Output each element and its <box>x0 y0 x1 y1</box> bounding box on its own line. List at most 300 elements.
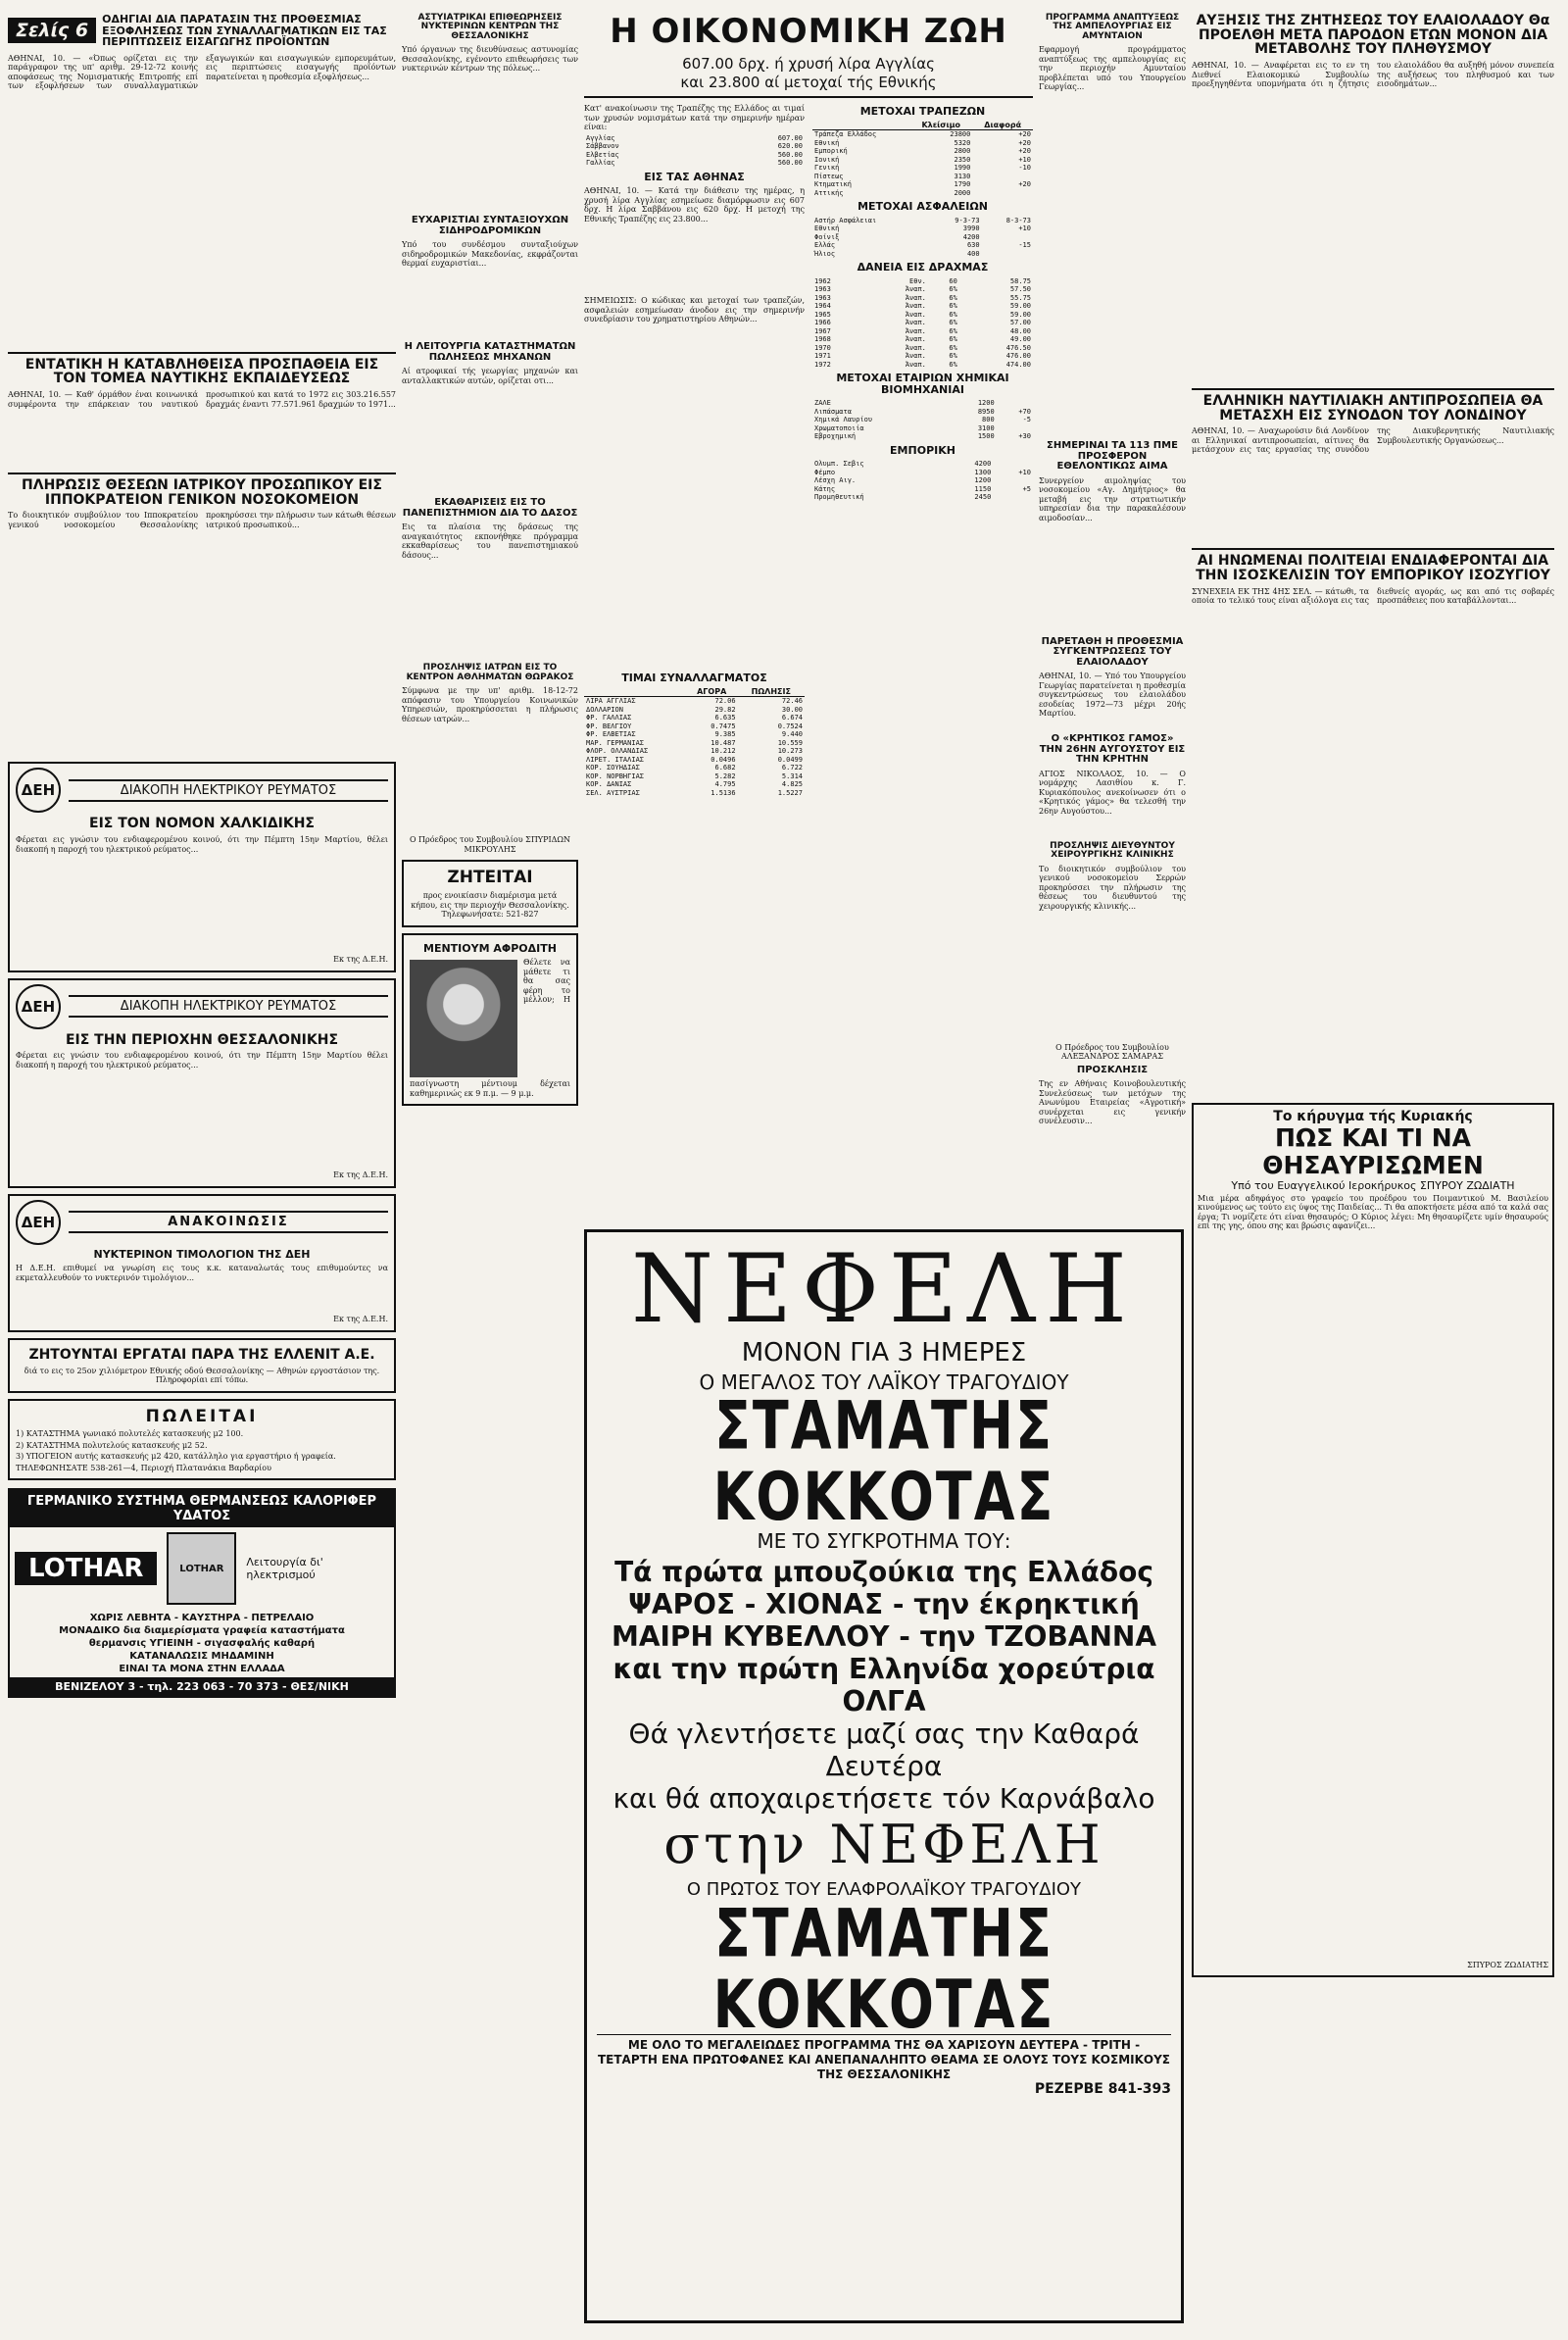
notice-signature: Εκ της Δ.Ε.Η. <box>333 955 388 965</box>
section-subtitle: 607.00 δρχ. ή χρυσή λίρα Αγγλίας <box>682 55 935 73</box>
table-title: ΤΙΜΑΙ ΣΥΝΑΛΛΑΓΜΑΤΟΣ <box>621 672 767 685</box>
article-title: ΕΙΣ ΤΑΣ ΑΘΗΝΑΣ <box>644 170 745 183</box>
article-body: ΣΗΜΕΙΩΣΙΣ: Ο κώδικας και μετοχαί των τραπεζών, ασφαλειών εσημείωσαν άνοδον εις την σημερινήν συνεδρίασιν του χρηματιστηρίου Αθηνών... <box>584 296 805 324</box>
section-subtitle: και 23.800 αί μετοχαί τής Εθνικής <box>680 74 937 91</box>
table-cell: 0.7524 <box>777 722 803 730</box>
table-row <box>812 319 1033 327</box>
table-cell: 1970 <box>814 343 831 352</box>
table-row <box>584 789 805 798</box>
table-cell: 2000 <box>954 188 971 197</box>
table-cell: ΚΟΡ. ΝΟΡΒΗΓΙΑΣ <box>586 772 645 780</box>
table-cell: 6.635 <box>714 714 736 722</box>
table-cell: +5 <box>1022 484 1031 493</box>
notice-signature: Εκ της Δ.Ε.Η. <box>333 1170 388 1180</box>
article-title: ΕΝΤΑΤΙΚΗ Η ΚΑΤΑΒΛΗΘΕΙΣΑ ΠΡΟΣΠΑΘΕΙΑ ΕΙΣ ΤΟΝ ΤΟΜΕΑ ΝΑΥΤΙΚΗΣ ΕΚΠΑΙΔΕΥΣΕΩΣ <box>24 356 379 387</box>
ad-line: θερμανσις ΥΓΙΕΙΝΗ - σιγασφαλής καθαρή <box>88 1638 316 1650</box>
table-cell: 72.06 <box>714 697 736 706</box>
table-row <box>584 714 805 722</box>
article-body: Κατ' ανακοίνωσιν της Τραπέζης της Ελλάδος αι τιμαί των χρυσών νομισμάτων κατά την σημερινήν ημέραν είναι: <box>584 104 805 131</box>
table-cell: 6% <box>949 319 957 327</box>
table-cell: 48.00 <box>1009 326 1031 335</box>
table-cell: +10 <box>1018 468 1031 476</box>
table-cell: 1200 <box>974 476 992 485</box>
column-5 <box>1192 10 1554 2333</box>
article-body: Το διοικητικόν συμβούλιον του Ιπποκρατείου γενικού νοσοκομείου Θεσσαλονίκης προκηρύσσει την πλήρωσιν των κάτωθι θέσεων ιατρικού προσωπικού... <box>8 511 396 529</box>
sermon-title: ΠΩΣ ΚΑΙ ΤΙ ΝΑ ΘΗΣΑΥΡΙΣΩΜΕΝ <box>1262 1122 1484 1179</box>
table-cell: 8-3-73 <box>1005 216 1031 224</box>
table-cell: -5 <box>1022 416 1031 424</box>
table-cell: 0.7475 <box>710 722 736 730</box>
table-cell: 2350 <box>954 155 971 164</box>
table-cell: Κάτης <box>814 484 836 493</box>
notice-title: ΕΙΣ ΤΗΝ ΠΕΡΙΟΧΗΝ ΘΕΣΣΑΛΟΝΙΚΗΣ <box>65 1031 339 1048</box>
table-cell: 10.212 <box>710 747 736 756</box>
table-cell: ΜΑΡ. ΓΕΡΜΑΝΙΑΣ <box>586 738 645 747</box>
table-row <box>812 233 1033 242</box>
table-cell: +20 <box>1018 138 1031 147</box>
ad-line: ΜΑΙΡΗ ΚΥΒΕΛΛΟΥ - την ΤΖΟΒΑΝΝΑ <box>611 1620 1156 1653</box>
loans-table <box>812 277 1033 370</box>
notice-title: ΝΥΚΤΕΡΙΝΟΝ ΤΙΜΟΛΟΓΙΟΝ ΤΗΣ ΔΕΗ <box>93 1247 311 1261</box>
table-cell: 1968 <box>814 335 831 344</box>
ad-line: Ο ΠΡΩΤΟΣ ΤΟΥ ΕΛΑΦΡΟΛΑΪΚΟΥ ΤΡΑΓΟΥΔΙΟΥ <box>686 1879 1082 1900</box>
table-cell: 5.282 <box>714 772 736 780</box>
table-cell <box>997 424 1033 433</box>
reservation-phone: ΡΕΖΕΡΒΕ 841-393 <box>1034 2081 1171 2097</box>
table-row <box>812 485 1033 494</box>
nefeli-nightclub-ad <box>584 1229 1184 2323</box>
gold-coins-table <box>584 134 805 168</box>
table-cell: 6% <box>949 360 957 369</box>
article-title: ΠΡΟΣΚΛΗΣΙΣ <box>1076 1064 1149 1075</box>
table-cell: 1963 <box>814 285 831 294</box>
table-cell: 6% <box>949 285 957 294</box>
table-cell <box>997 399 1033 408</box>
table-cell: 6% <box>949 326 957 335</box>
table-cell: 1200 <box>977 399 995 408</box>
table-cell: 8950 <box>977 407 995 416</box>
ad-brand-row <box>10 1527 394 1610</box>
table-cell: +20 <box>1018 147 1031 156</box>
dei-notice-thessaloniki <box>8 978 396 1188</box>
table-cell <box>993 493 1033 502</box>
table-row <box>812 352 1033 361</box>
table-cell: ΔΟΛΛΑΡΙΟΝ <box>586 705 623 714</box>
table-cell: 1972 <box>814 360 831 369</box>
table-cell: Τράπεζα Ελλάδος <box>814 130 877 139</box>
section-masthead: Η ΟΙΚΟΝΟΜΙΚΗ ΖΩΗ <box>610 12 1007 51</box>
table-cell: Ελλάς <box>814 241 836 250</box>
ad-item: 2) ΚΑΤΑΣΤΗΜΑ πολυτελούς κατασκευής μ2 52. <box>16 1440 208 1450</box>
table-header-cell: ΑΓΟΡΑ <box>686 688 738 697</box>
brand-logo: LOTHAR <box>15 1552 157 1585</box>
table-cell: 1.5227 <box>777 788 803 797</box>
table-cell <box>972 173 1033 181</box>
ad-line: ΚΑΤΑΝΑΛΩΣΙΣ ΜΗΔΑΜΙΝΗ <box>129 1651 274 1663</box>
sermon-signature: ΣΠΥΡΟΣ ΖΩΔΙΑΤΗΣ <box>1467 1960 1548 1969</box>
ad-text <box>10 1610 394 1677</box>
table-row <box>584 706 805 715</box>
table-cell: 3100 <box>977 423 995 432</box>
table-cell: Άναπ. <box>905 285 926 294</box>
ad-title: ΖΗΤΟΥΝΤΑΙ ΕΡΓΑΤΑΙ ΠΑΡΑ ΤΗΣ ΕΛΛΕΝΙΤ Α.Ε. <box>28 1346 375 1363</box>
divider <box>1192 548 1554 550</box>
page-number-tag: Σελίς 6 <box>8 18 96 43</box>
ad-line: ΨΑΡΟΣ - ΧΙΟΝΑΣ - την έκρηκτική <box>628 1588 1140 1620</box>
notice-banner: ΔΙΑΚΟΠΗ ΗΛΕΚΤΡΙΚΟΥ ΡΕΥΜΑΤΟΣ <box>69 779 388 802</box>
table-cell: 5320 <box>954 138 971 147</box>
table-row <box>812 424 1033 433</box>
table-cell: 59.00 <box>1009 302 1031 311</box>
table-header-cell: Κλείσιμο <box>909 122 972 130</box>
dei-logo-icon: ΔΕΗ <box>16 984 61 1029</box>
table-row <box>584 722 805 731</box>
article-title: Η ΛΕΙΤΟΥΡΓΙΑ ΚΑΤΑΣΤΗΜΑΤΩΝ ΠΩΛΗΣΕΩΣ ΜΗΧΑΝΩΝ <box>404 341 576 363</box>
table-cell: 0.0496 <box>710 755 736 764</box>
ad-subtitle: Λειτουργία δι' ηλεκτρισμού <box>246 1556 323 1582</box>
table-row <box>812 493 1033 502</box>
table-row <box>584 697 805 706</box>
table-cell: 55.75 <box>1009 293 1031 302</box>
markets-right <box>812 102 1033 797</box>
table-cell: 9-3-73 <box>955 216 980 224</box>
table-cell: +20 <box>1018 130 1031 139</box>
article-title: ΠΑΡΕΤΑΘΗ Η ΠΡΟΘΕΣΜΙΑ ΣΥΓΚΕΝΤΡΩΣΕΩΣ ΤΟΥ ΕΛΑΙΟΛΑΔΟΥ <box>1041 635 1184 668</box>
column-4 <box>1039 10 1186 1225</box>
table-cell: 620.00 <box>777 142 803 150</box>
article-body: ΑΘΗΝΑΙ, 10. — Αναχωρούσιν διά Λονδίνον αι Ελληνικαί αντιπροσωπείαι, αίτινες θα μετάσχουν εις τας εργασίας της συνόδου της Διακυβερνητικής Ναυτιλιακής Συμβουλευτικής Οργανώσεως... <box>1192 426 1554 455</box>
table-row <box>584 142 805 151</box>
table-cell: 59.00 <box>1009 310 1031 319</box>
table-cell: 9.385 <box>714 730 736 739</box>
notice-body: Φέρεται εις γνώσιν του ενδιαφερομένου κοινού, ότι την Πέμπτη 15ην Μαρτίου θέλει διακοπή η παροχή του ηλεκτρικού ρεύματος... <box>16 1051 388 1070</box>
table-cell: 6% <box>949 352 957 361</box>
table-cell: +20 <box>1018 180 1031 189</box>
table-cell: +10 <box>1018 224 1031 233</box>
table-cell: 23800 <box>950 130 971 139</box>
table-cell: Εβροχημική <box>814 432 857 441</box>
article-title: ΑΣΤΥΙΑΤΡΙΚΑΙ ΕΠΙΘΕΩΡΗΣΕΙΣ ΝΥΚΤΕΡΙΝΩΝ ΚΕΝΤΡΩΝ ΤΗΣ ΘΕΣΣΑΛΟΝΙΚΗΣ <box>417 13 563 41</box>
table-cell: 1150 <box>974 484 992 493</box>
ad-item: 1) ΚΑΤΑΣΤΗΜΑ γωνιακό πολυτελές κατασκευής μ2 100. <box>16 1429 244 1439</box>
table-cell: 57.00 <box>1009 319 1031 327</box>
article-body: ΑΘΗΝΑΙ, 10. — Κατά την διάθεσιν της ημέρας, η χρυσή λίρα Αγγλίας εσημείωσε διαμόρφωσιν εις 607 δρχ. Η λίρα Σαββάνου εις 620 δρχ. Η μετοχή της Εθνικής Τραπέζης εις 23.800... <box>584 186 805 224</box>
table-row <box>812 416 1033 424</box>
table-cell: Λιπάσματα <box>814 407 852 416</box>
table-cell: Άναπ. <box>905 302 926 311</box>
article-title: ΑΙ ΗΝΩΜΕΝΑΙ ΠΟΛΙΤΕΙΑΙ ΕΝΔΙΑΦΕΡΟΝΤΑΙ ΔΙΑ ΤΗΝ ΙΣΟΣΚΕΛΙΣΙΝ ΤΟΥ ΕΜΠΟΡΙΚΟΥ ΙΣΟΖΥΓΙΟΥ <box>1196 553 1550 584</box>
table-cell: Χρωματοποιία <box>814 423 864 432</box>
table-row <box>812 302 1033 311</box>
table-cell: 10.559 <box>777 738 803 747</box>
table-cell: 4200 <box>962 232 980 241</box>
table-row <box>812 327 1033 336</box>
medium-portrait-image <box>410 960 517 1077</box>
table-cell: Άναπ. <box>905 360 926 369</box>
page-folio <box>8 10 396 52</box>
article-body: ΑΘΗΝΑΙ, 10. — Καθ' όρμάθον έναι κοινωνικά συμφέροντα την επάρκειαν του ναυτικού προσωπικού και κατά το 1972 εις 303.216.557 δραχμάς έναντι 77.571.961 δραχμών το 1971... <box>8 390 396 409</box>
article-title: ΕΚΑΘΑΡΙΣΕΙΣ ΕΙΣ ΤΟ ΠΑΝΕΠΙΣΤΗΜΙΟΝ ΔΙΑ ΤΟ ΔΑΣΟΣ <box>402 497 578 519</box>
wanted-ad <box>402 860 578 926</box>
article-body: Αί ατροφικαί τής γεωργίας μηχανών και ανταλλακτικών αυτών, ορίζεται οτι... <box>402 367 578 385</box>
table-cell: Εθνική <box>814 138 840 147</box>
divider <box>1192 388 1554 390</box>
article-body: Το διοικητικόν συμβούλιον του γενικού νοσοκομείου Σερρών προκηρύσσει την πλήρωσιν της θέσεως του διευθυντού της χειρουργικής κλινικής... <box>1039 864 1186 911</box>
table-cell: Αγγλίας <box>586 133 615 142</box>
table-cell: 58.75 <box>1009 276 1031 285</box>
table-row <box>812 217 1033 225</box>
dei-night-tariff-notice <box>8 1194 396 1332</box>
ad-title: ΜΕΝΤΙΟΥΜ ΑΦΡΟΔΙΤΗ <box>423 941 557 955</box>
table-cell: ΦΛΟΡ. ΟΛΛΑΝΔΙΑΣ <box>586 747 649 756</box>
table-row <box>584 134 805 143</box>
trade-shares-table <box>812 460 1033 502</box>
table-cell <box>993 460 1033 469</box>
article-title: ΠΡΟΣΛΗΨΙΣ ΙΑΤΡΩΝ ΕΙΣ ΤΟ ΚΕΝΤΡΟΝ ΑΘΛΗΜΑΤΩΝ ΘΩΡΑΚΟΣ <box>406 663 574 682</box>
table-row <box>812 469 1033 477</box>
table-cell: 1963 <box>814 293 831 302</box>
table-cell: 800 <box>982 416 995 424</box>
table-cell <box>972 189 1033 198</box>
table-cell: Εθνική <box>814 224 840 233</box>
article-title: ΣΗΜΕΡΙΝΑΙ ΤΑ 113 ΠΜΕ ΠΡΟΣΦΕΡΟΝ ΕΘΕΛΟΝΤΙΚΩΣ ΑΙΜΑ <box>1047 440 1178 473</box>
table-cell: 4200 <box>974 460 992 469</box>
article-title: ΟΔΗΓΙΑΙ ΔΙΑ ΠΑΡΑΤΑΣΙΝ ΤΗΣ ΠΡΟΘΕΣΜΙΑΣ ΕΞΟΦΛΗΣΕΩΣ ΤΩΝ ΣΥΝΑΛΛΑΓΜΑΤΙΚΩΝ ΕΙΣ ΤΑΣ ΠΕΡΙΠΤΩΣΕΙΣ ΕΙΣΑΓΩΓΗΣ ΠΡΟΪΟΝΤΩΝ <box>102 13 387 49</box>
table-cell: 10.487 <box>710 738 736 747</box>
table-cell: Λέσχη Αιγ. <box>814 476 857 485</box>
table-cell: 1500 <box>977 432 995 441</box>
ad-body: προς ενοικίασιν διαμέρισμα μετά κήπου, εις την περιοχήν Θεσσαλονίκης. Τηλεφωνήσατε: 521-827 <box>411 891 569 920</box>
headliner-name: ΣΤΑΜΑΤΗΣ ΚΟΚΚΟΤΑΣ <box>712 1386 1055 1535</box>
table-title: ΜΕΤΟΧΑΙ ΤΡΑΠΕΖΩΝ <box>859 105 986 118</box>
table-row <box>812 139 1033 148</box>
for-sale-ad <box>8 1399 396 1481</box>
article-title: ΕΥΧΑΡΙΣΤΙΑΙ ΣΥΝΤΑΞΙΟΥΧΩΝ ΣΙΔΗΡΟΔΡΟΜΙΚΩΝ <box>411 215 569 236</box>
table-cell: Αστήρ Ασφάλειαι <box>814 216 877 224</box>
notice-title: ΕΙΣ ΤΟΝ ΝΟΜΟΝ ΧΑΛΚΙΔΙΚΗΣ <box>89 816 315 832</box>
table-cell: 1967 <box>814 326 831 335</box>
table-row <box>812 250 1033 259</box>
table-cell: 560.00 <box>777 150 803 159</box>
table-cell: -10 <box>1018 164 1031 173</box>
notice-signature: Εκ της Δ.Ε.Η. <box>333 1315 388 1324</box>
table-cell: 560.00 <box>777 159 803 167</box>
table-row <box>812 277 1033 286</box>
table-cell: 6% <box>949 302 957 311</box>
table-cell: 476.00 <box>1005 352 1031 361</box>
table-cell: ΦΡ. ΕΛΒΕΤΙΑΣ <box>586 730 636 739</box>
table-cell: 630 <box>966 241 980 250</box>
column-economy <box>584 10 1033 1225</box>
article-body: Εφαρμογή προγράμματος αναπτύξεως της αμπελουργίας εις την περιοχήν Αμυνταίου προβλέπεται υπό του Υπουργείου Γεωργίας... <box>1039 45 1186 92</box>
ad-line: και θά αποχαιρετήσετε τόν Καρνάβαλο <box>612 1782 1155 1815</box>
article-body: Συνεργείον αιμοληψίας του νοσοκομείου «Αγ. Δημήτριος» θα μεταβή εις την στρατιωτικήν υπηρεσίαν δια την παρακαλέσουν αιμοδοσίαν... <box>1039 475 1186 523</box>
table-cell: 60 <box>949 276 957 285</box>
table-cell: +10 <box>1018 155 1031 164</box>
table-row <box>812 156 1033 165</box>
heater-image: LOTHAR <box>167 1532 236 1605</box>
table-cell <box>993 476 1033 485</box>
table-cell: 6.682 <box>714 764 736 772</box>
table-cell: 29.82 <box>714 705 736 714</box>
table-row <box>584 780 805 789</box>
ad-title: ΖΗΤΕΙΤΑΙ <box>447 868 533 888</box>
table-cell: 49.00 <box>1009 335 1031 344</box>
article-signature: Ο Πρόεδρος του Συμβουλίου ΣΠΥΡΙΔΩΝ ΜΙΚΡΟΥΛΗΣ <box>409 835 571 854</box>
table-cell: Πίστεως <box>814 172 844 180</box>
article-body: Της εν Αθήναις Κοινοβουλευτικής Συνελεύσεως των μετόχων της Ανωνύμου Εταιρείας «Αγροτική» συνέρχεται εις γενικήν συνέλευσιν... <box>1039 1079 1186 1126</box>
divider <box>584 96 1033 98</box>
table-cell: Άναπ. <box>905 293 926 302</box>
table-row <box>812 241 1033 250</box>
table-cell: 6.674 <box>781 714 803 722</box>
table-cell: 5.314 <box>781 772 803 780</box>
table-cell: 2450 <box>974 493 992 502</box>
table-cell <box>982 233 1033 242</box>
table-cell: Χημικά Λαυρίου <box>814 416 873 424</box>
article-body: Σύμφωνα με την υπ' αριθμ. 18-12-72 απόφασιν του Υπουργείου Κοινωνικών Υπηρεσιών, προκηρύσσεται η πλήρωσις θέσεων ιατρών... <box>402 686 578 723</box>
table-cell: Αττικής <box>814 188 844 197</box>
table-cell: Ιονική <box>814 155 840 164</box>
ad-line: ΜΕ ΤΟ ΣΥΓΚΡΟΤΗΜΑ ΤΟΥ: <box>757 1529 1011 1553</box>
table-cell: Άναπ. <box>905 319 926 327</box>
table-cell: 72.46 <box>781 697 803 706</box>
table-cell: 9.440 <box>781 730 803 739</box>
table-cell: Άναπ. <box>905 310 926 319</box>
table-title: ΕΜΠΟΡΙΚΗ <box>890 443 956 457</box>
table-cell: 1990 <box>954 164 971 173</box>
article-title: ΕΛΛΗΝΙΚΗ ΝΑΥΤΙΛΙΑΚΗ ΑΝΤΙΠΡΟΣΩΠΕΙΑ ΘΑ ΜΕΤΑΣΧΗ ΕΙΣ ΣΥΝΟΔΟΝ ΤΟΥ ΛΟΝΔΙΝΟΥ <box>1202 393 1544 423</box>
table-cell: 3130 <box>954 172 971 180</box>
article-body: ΑΓΙΟΣ ΝΙΚΟΛΑΟΣ, 10. — Ο νομάρχης Λασιθίου κ. Γ. Κυριακόπουλος ανεκοίνωσεν ότι ο «Κρητικός γάμος» θα τελεσθή την 26ην Αυγούστου... <box>1039 769 1186 816</box>
workers-wanted-ad <box>8 1338 396 1393</box>
article-body: ΑΘΗΝΑΙ, 10. — Αναφέρεται εις το εν τη Διεθνεί Ελαιοκομικώ Συμβουλίω προεξηγηθέντα υπομνήματα ότι η ζήτησις του ελαιολάδου θα αυξηθή μόνον συνεπεία της αυξήσεως του πληθυσμού και των εισοδημάτων... <box>1192 61 1554 89</box>
venue-name: στην ΝΕΦΕΛΗ <box>663 1814 1104 1875</box>
table-row <box>584 772 805 781</box>
venue-name: ΝΕΦΕΛΗ <box>631 1234 1137 1344</box>
table-row <box>584 756 805 765</box>
article-title: ΠΡΟΓΡΑΜΜΑ ΑΝΑΠΤΥΞΕΩΣ ΤΗΣ ΑΜΠΕΛΟΥΡΓΙΑΣ ΕΙΣ ΑΜΥΝΤΑΙΟΝ <box>1045 13 1180 41</box>
ad-line: Θά γλεντήσετε μαζί σας την Καθαρά Δευτέρα <box>628 1718 1140 1782</box>
table-cell: 6% <box>949 293 957 302</box>
table-row <box>812 399 1033 408</box>
table-row <box>584 730 805 739</box>
lothar-heating-ad <box>8 1488 396 1698</box>
table-cell: Εμπορική <box>814 147 848 156</box>
table-cell: +70 <box>1018 407 1031 416</box>
table-title: ΜΕΤΟΧΑΙ ΑΣΦΑΛΕΙΩΝ <box>858 200 988 214</box>
table-cell: 1966 <box>814 319 831 327</box>
table-cell: ΚΟΡ. ΔΑΝΙΑΣ <box>586 780 632 789</box>
table-cell: Γενική <box>814 164 840 173</box>
article-title: ΠΡΟΣΛΗΨΙΣ ΔΙΕΥΘΥΝΤΟΥ ΧΕΙΡΟΥΡΓΙΚΗΣ ΚΛΙΝΙΚΗΣ <box>1050 840 1175 861</box>
table-row <box>584 764 805 772</box>
table-cell: 6% <box>949 310 957 319</box>
article-title: ΑΥΞΗΣΙΣ ΤΗΣ ΖΗΤΗΣΕΩΣ ΤΟΥ ΕΛΑΙΟΛΑΔΟΥ Θα ΠΡΟΕΛΘΗ ΜΕΤΑ ΠΑΡΟΔΟΝ ΕΤΩΝ ΜΟΝΟΝ ΔΙΑ ΜΕΤΑΒΟΛΗΣ ΤΟΥ ΠΛΗΘΥΣΜΟΥ <box>1196 13 1550 58</box>
table-cell: 1300 <box>974 468 992 476</box>
table-cell: Ολυμπ. Σεβις <box>814 460 864 469</box>
article-title: ΠΛΗΡΩΣΙΣ ΘΕΣΕΩΝ ΙΑΤΡΙΚΟΥ ΠΡΟΣΩΠΙΚΟΥ ΕΙΣ ΙΠΠΟΚΡΑΤΕΙΟΝ ΓΕΝΙΚΟΝ ΝΟΣΟΚΟΜΕΙΟΝ <box>22 477 382 508</box>
ad-address: ΒΕΝΙΖΕΛΟΥ 3 - τηλ. 223 063 - 70 373 - ΘΕΣ/ΝΙΚΗ <box>10 1677 394 1696</box>
table-cell: 607.00 <box>777 133 803 142</box>
table-row <box>584 151 805 160</box>
table-cell: 0.0499 <box>777 755 803 764</box>
article-body: Υπό όργανων της διευθύνσεως αστυνομίας Θεσσαλονίκης, εγένοντο επιθεωρήσεις των νυκτερινών κέντρων της πόλεως... <box>402 45 578 74</box>
article-signature: Ο Πρόεδρος του Συμβουλίου ΑΛΕΞΑΝΔΡΟΣ ΣΑΜΑΡΑΣ <box>1055 1042 1169 1062</box>
ad-item: 3) ΥΠΟΓΕΙΟΝ αυτής κατασκευής μ2 420, κατάλληλο για εργαστήριο ή γραφεία. <box>16 1452 336 1462</box>
sermon-kicker: Το κήρυγμα τής Κυριακής <box>1273 1108 1473 1124</box>
table-row <box>812 335 1033 344</box>
column-1 <box>8 10 396 2333</box>
table-row <box>812 460 1033 469</box>
ad-line: ΜΟΝΑΔΙΚΟ δια διαμερίσματα γραφεία καταστήματα <box>59 1625 345 1637</box>
table-cell: Προμηθευτική <box>814 493 864 502</box>
table-row <box>812 180 1033 189</box>
table-row <box>812 173 1033 181</box>
table-cell: 6% <box>949 343 957 352</box>
dei-logo-icon: ΔΕΗ <box>16 1200 61 1245</box>
table-row <box>812 189 1033 198</box>
table-row <box>812 224 1033 233</box>
markets-left <box>584 102 805 797</box>
table-header-cell <box>812 122 909 130</box>
divider <box>8 352 396 354</box>
table-title: ΔΑΝΕΙΑ ΕΙΣ ΔΡΑΧΜΑΣ <box>857 261 989 274</box>
ad-body: Θέλετε να μάθετε τι θα σας φέρη το μέλλον; Η πασίγνωστη μέντιουμ δέχεται καθημερινώς εκ 9 π.μ. — 9 μ.μ. <box>410 958 570 1098</box>
ad-line: ΧΩΡΙΣ ΛΕΒΗΤΑ - ΚΑΥΣΤΗΡΑ - ΠΕΤΡΕΛΑΙΟ <box>89 1613 315 1624</box>
table-cell: 4.825 <box>781 780 803 789</box>
table-cell: Άναπ. <box>905 352 926 361</box>
insurance-shares-table <box>812 217 1033 259</box>
table-cell: 1964 <box>814 302 831 311</box>
headliner-name: ΣΤΑΜΑΤΗΣ ΚΟΚΚΟΤΑΣ <box>712 1894 1055 2043</box>
table-cell: +30 <box>1018 432 1031 441</box>
table-cell: Φοίνιξ <box>814 232 840 241</box>
table-cell: Κτηματική <box>814 180 852 189</box>
table-cell: 400 <box>966 249 980 258</box>
table-cell <box>982 250 1033 259</box>
article-body: Υπό του συνδέσμου συνταξιούχων σιδηροδρομικών Μακεδονίας, εκφράζονται θερμαί ευχαριστίαι... <box>402 240 578 269</box>
ad-footer: ΜΕ ΟΛΟ ΤΟ ΜΕΓΑΛΕΙΩΔΕΣ ΠΡΟΓΡΑΜΜΑ ΤΗΣ ΘΑ ΧΑΡΙΣΟΥΝ ΔΕΥΤΕΡΑ - ΤΡΙΤΗ - ΤΕΤΑΡΤΗ ΕΝΑ ΠΡΩΤΟΦΑΝΕΣ ΚΑΙ ΑΝΕΠΑΝΑΛΗΠΤΟ ΘΕΑΜΑ ΣΕ ΟΛΟΥΣ ΤΟΥΣ ΚΟΣΜΙΚΟΥΣ ΤΗΣ ΘΕΣΣΑΛΟΝΙΚΗΣ <box>597 2038 1170 2081</box>
table-cell: 1.5136 <box>710 788 736 797</box>
markets-body <box>584 102 1033 797</box>
table-cell: 6.722 <box>781 764 803 772</box>
table-cell: Άναπ. <box>905 343 926 352</box>
table-cell: Γαλλίας <box>586 159 615 167</box>
table-header-cell <box>584 688 686 697</box>
ad-title: ΠΩΛΕΙΤΑΙ <box>145 1406 259 1426</box>
table-cell: Ήλιος <box>814 249 836 258</box>
table-row <box>812 311 1033 320</box>
table-row <box>812 294 1033 303</box>
table-cell: ΦΡ. ΓΑΛΛΙΑΣ <box>586 714 632 722</box>
table-cell: Φέμπο <box>814 468 836 476</box>
ad-phone: ΤΗΛΕΦΩΝΗΣΑΤΕ 538-261—4, Περιοχή Πλατανάκια Βαρδαρίου <box>16 1463 271 1472</box>
table-cell: Σάββανον <box>586 142 619 150</box>
table-cell: -15 <box>1018 241 1031 250</box>
table-row <box>584 739 805 748</box>
article-body: Εις τα πλαίσια της δράσεως της αναγκαιότητος εκπονήθηκε πρόγραμμα εκκαθαρίσεως του πανεπιστημιακού δάσους... <box>402 523 578 560</box>
table-cell: ΚΟΡ. ΣΟΥΗΔΙΑΣ <box>586 764 640 772</box>
table-cell: ΛΙΡΕΤ. ΙΤΑΛΙΑΣ <box>586 755 645 764</box>
table-cell: 1965 <box>814 310 831 319</box>
divider <box>8 473 396 474</box>
table-row <box>812 285 1033 294</box>
table-cell: ΛΙΡΑ ΑΓΓΛΙΑΣ <box>586 697 636 706</box>
ad-line: Τά πρώτα μπουζούκια της Ελλάδος <box>614 1556 1153 1588</box>
notice-body: Φέρεται εις γνώσιν του ενδιαφερομένου κοινού, ότι την Πέμπτη 15ην Μαρτίου, θέλει διακοπή η παροχή του ηλεκτρικού ρεύματος... <box>16 835 388 854</box>
table-cell: 4.795 <box>714 780 736 789</box>
